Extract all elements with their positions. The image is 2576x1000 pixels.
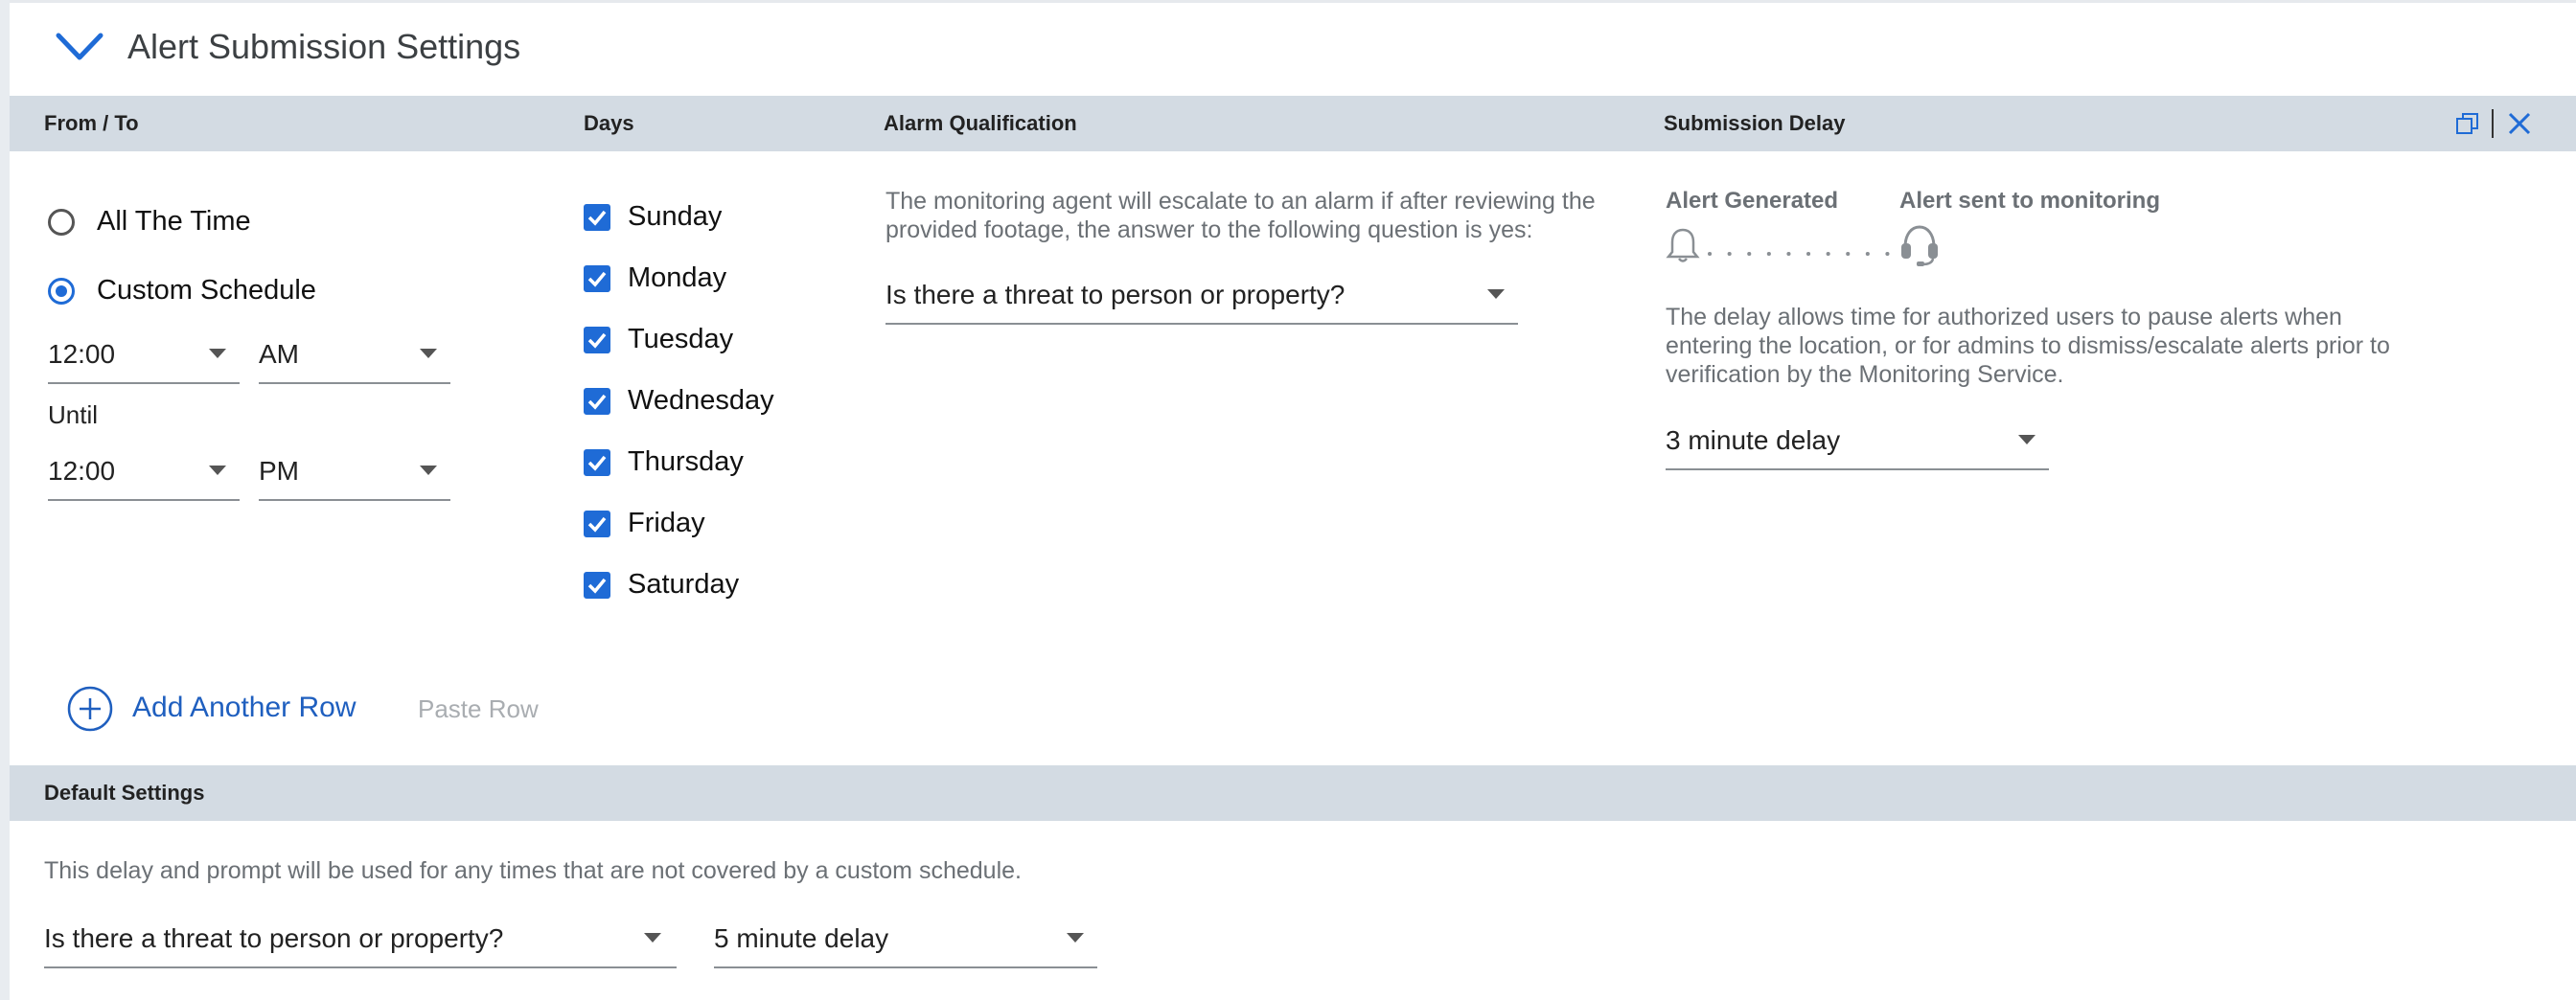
alert-sent-label: Alert sent to monitoring bbox=[1899, 188, 2160, 214]
default-settings-description: This delay and prompt will be used for any times that are not covered by a custom schedule. bbox=[44, 857, 1022, 884]
left-edge bbox=[0, 0, 10, 1000]
dropdown-caret-icon bbox=[209, 466, 226, 475]
from-period-value: AM bbox=[259, 339, 299, 369]
day-label: Monday bbox=[628, 262, 727, 293]
bell-icon bbox=[1666, 226, 1700, 269]
day-label: Thursday bbox=[628, 446, 744, 477]
headset-icon bbox=[1898, 222, 1942, 273]
default-question-select[interactable] bbox=[44, 920, 677, 969]
to-time-value: 12:00 bbox=[48, 456, 116, 486]
copy-icon[interactable] bbox=[2455, 111, 2480, 141]
dropdown-caret-icon bbox=[420, 349, 437, 358]
until-label: Until bbox=[48, 400, 99, 429]
plus-circle-icon bbox=[67, 686, 113, 737]
day-label: Saturday bbox=[628, 569, 740, 600]
dropdown-caret-icon bbox=[1487, 289, 1505, 299]
col-days: Days bbox=[584, 111, 634, 135]
qualification-question-value: Is there a threat to person or property? bbox=[886, 280, 1346, 309]
delay-value: 3 minute delay bbox=[1666, 425, 1841, 455]
to-period-value: PM bbox=[259, 456, 299, 486]
close-icon[interactable] bbox=[2507, 111, 2532, 141]
top-border bbox=[0, 0, 2576, 3]
checkbox-checked-icon[interactable] bbox=[584, 327, 610, 353]
from-period-select[interactable] bbox=[259, 333, 450, 385]
checkbox-checked-icon[interactable] bbox=[584, 572, 610, 599]
checkbox-checked-icon[interactable] bbox=[584, 204, 610, 231]
col-submission-delay: Submission Delay bbox=[1664, 111, 1846, 135]
to-period-select[interactable] bbox=[259, 450, 450, 502]
to-time-select[interactable] bbox=[48, 450, 240, 502]
dropdown-caret-icon bbox=[209, 349, 226, 358]
checkbox-checked-icon[interactable] bbox=[584, 511, 610, 537]
custom-schedule-label: Custom Schedule bbox=[97, 275, 316, 306]
collapse-chevron-icon[interactable] bbox=[56, 33, 104, 66]
delay-description: The delay allows time for authorized users to pause alerts when entering the location, or for admins to dismiss/escalate alerts prior to verification by the Monitoring Service. bbox=[1666, 304, 2390, 388]
checkbox-checked-icon[interactable] bbox=[584, 449, 610, 476]
default-settings-title: Default Settings bbox=[44, 781, 205, 805]
day-label: Friday bbox=[628, 508, 705, 538]
qualification-question-select[interactable] bbox=[886, 276, 1518, 326]
day-label: Tuesday bbox=[628, 324, 734, 354]
dropdown-caret-icon bbox=[2018, 435, 2036, 444]
dropdown-caret-icon bbox=[644, 933, 661, 943]
column-header-bar bbox=[10, 96, 2576, 151]
col-alarm-qualification: Alarm Qualification bbox=[884, 111, 1077, 135]
default-delay-select[interactable] bbox=[714, 920, 1097, 969]
qualification-description: The monitoring agent will escalate to an alarm if after reviewing the provided footage, the answer to the following question is yes: bbox=[886, 188, 1596, 243]
dropdown-caret-icon bbox=[420, 466, 437, 475]
radio-all-the-time[interactable] bbox=[48, 209, 75, 236]
from-time-value: 12:00 bbox=[48, 339, 116, 369]
default-delay-value: 5 minute delay bbox=[714, 923, 889, 953]
header-divider bbox=[2492, 109, 2494, 138]
alert-generated-label: Alert Generated bbox=[1666, 188, 1839, 214]
paste-row-button[interactable]: Paste Row bbox=[418, 694, 539, 723]
radio-custom-schedule[interactable] bbox=[48, 278, 75, 305]
checkbox-checked-icon[interactable] bbox=[584, 388, 610, 415]
checkbox-checked-icon[interactable] bbox=[584, 265, 610, 292]
col-from-to: From / To bbox=[44, 111, 139, 135]
add-row-label: Add Another Row bbox=[132, 692, 356, 723]
dropdown-caret-icon bbox=[1067, 933, 1084, 943]
default-settings-bar bbox=[10, 765, 2576, 821]
from-time-select[interactable] bbox=[48, 333, 240, 385]
default-question-value: Is there a threat to person or property? bbox=[44, 923, 504, 953]
delay-dotted-line bbox=[1708, 244, 1890, 248]
day-label: Sunday bbox=[628, 201, 723, 232]
all-the-time-label: All The Time bbox=[97, 206, 251, 237]
delay-select[interactable] bbox=[1666, 421, 2049, 471]
section-title: Alert Submission Settings bbox=[127, 27, 521, 66]
day-label: Wednesday bbox=[628, 385, 774, 416]
